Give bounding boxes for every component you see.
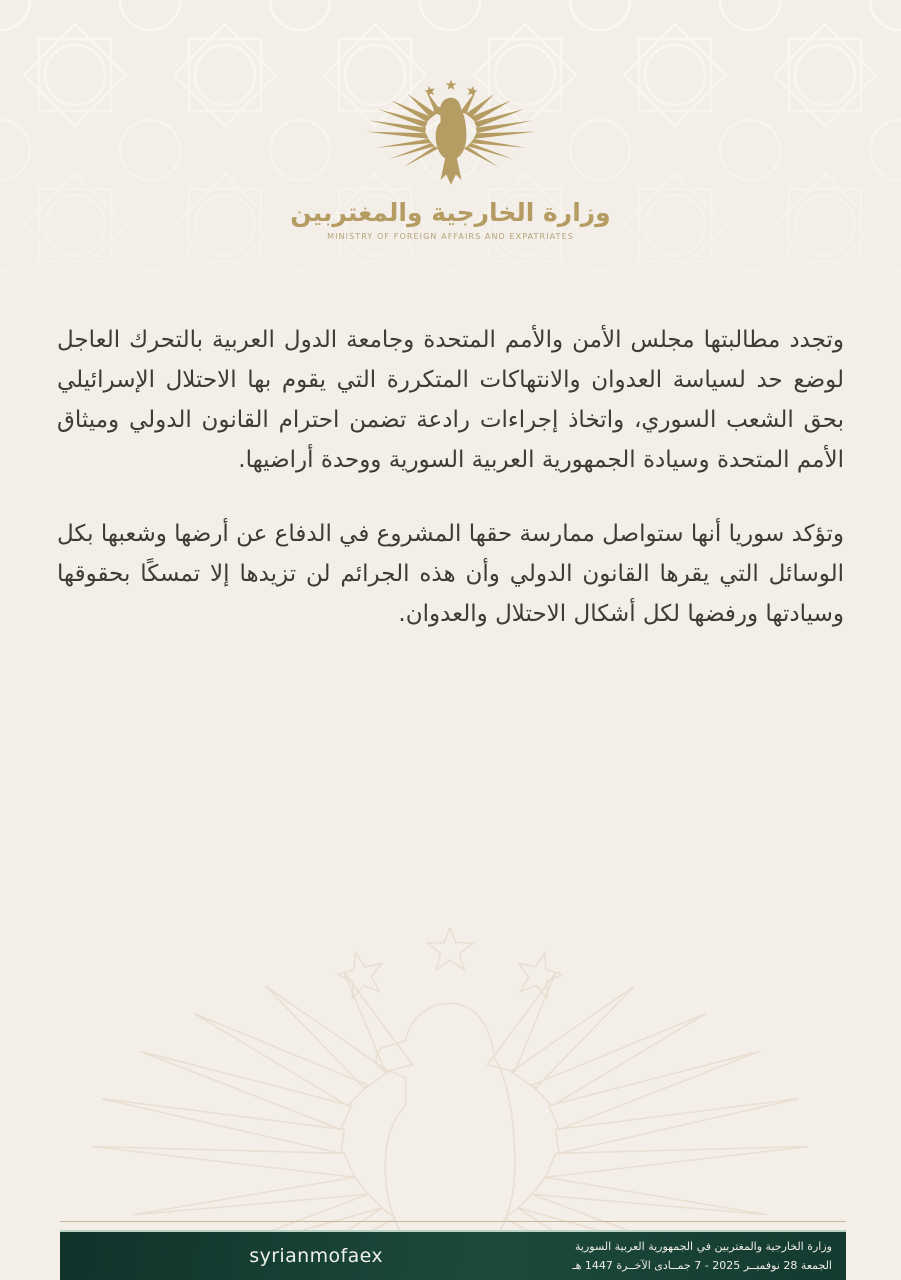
footer-left-section: [60, 1245, 572, 1267]
golden-eagle-icon: [362, 80, 540, 193]
statement-paragraph-2: وتؤكد سوريا أنها ستواصل ممارسة حقها المشروع في الدفاع عن أرضها وشعبها بكل الوسائل التي يقرها القانون الدولي وأن هذه الجرائم لن تزيدها إلا تمسكًا بحقوقها وسيادتها ورفضها لكل أشكال الاحتلال والعدوان.: [57, 521, 844, 628]
statement-paragraph-1: وتجدد مطالبتها مجلس الأمن والأمم المتحدة وجامعة الدول العربية بالتحرك العاجل لوضع حد لسياسة العدوان والانتهاكات المتكررة التي يقوم بها الاحتلال الإسرائيلي بحق الشعب السوري، واتخاذ إجراءات رادعة تضمن احترام القانون الدولي وميثاق الأمم المتحدة وسيادة الجمهورية العربية السورية ووحدة أراضيها.: [57, 327, 844, 474]
ministry-emblem: [0, 80, 901, 241]
footer-bar: [60, 1230, 846, 1280]
footer-ministry-line: وزارة الخارجية والمغتربين في الجمهورية العربية السورية: [574, 1239, 832, 1253]
statement-body: [57, 320, 844, 634]
ministry-caption-en: MINISTRY OF FOREIGN AFFAIRS AND EXPATRIATES: [327, 231, 574, 241]
social-handle: syrianmofaex: [249, 1245, 384, 1267]
footer-divider-line: [60, 1221, 846, 1222]
eagle-watermark: [75, 928, 825, 1280]
footer-date-line: الجمعة 28 نوفمبــر 2025 - 7 جمــادى الآخــرة 1447 هـ: [572, 1259, 832, 1272]
footer-right-section: [572, 1237, 846, 1276]
ministry-calligraphy: وزارة الخارجية والمغتربين: [290, 198, 611, 227]
